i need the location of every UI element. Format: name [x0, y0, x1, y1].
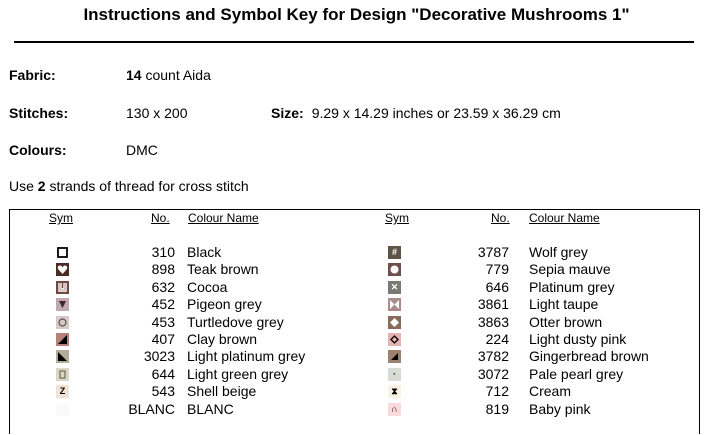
table-row	[10, 261, 699, 278]
colour-name: Turtledove grey	[187, 313, 284, 330]
colour-name: Gingerbread brown	[529, 348, 649, 365]
instruction-text: Use 2 strands of thread for cross stitch	[9, 178, 249, 194]
colour-name: Sepia mauve	[529, 261, 611, 278]
header-name: Colour Name	[188, 211, 259, 225]
table-row	[10, 296, 699, 313]
colour-name: Light platinum grey	[187, 348, 306, 365]
symbol-key-table	[9, 209, 700, 434]
fabric-line	[9, 67, 211, 83]
colour-name: Cocoa	[187, 278, 228, 295]
header-sym: Sym	[385, 211, 409, 225]
colour-number: 452	[151, 296, 175, 313]
colour-name: BLANC	[187, 400, 234, 417]
colour-number: 3861	[477, 296, 509, 313]
colour-name: Light dusty pink	[529, 331, 627, 347]
bowtie-icon	[388, 298, 401, 311]
table-row	[10, 244, 699, 261]
colour-number: 3787	[477, 244, 509, 260]
colours-value: DMC	[126, 142, 158, 158]
title-rule	[14, 41, 694, 43]
colour-name: Otter brown	[529, 313, 603, 330]
colours-label: Colours:	[9, 142, 67, 158]
colour-number: 3072	[477, 365, 509, 382]
colour-number: 3782	[477, 348, 509, 365]
x-icon: ✕	[388, 281, 401, 294]
colour-number: BLANC	[128, 400, 175, 417]
colour-number: 712	[485, 383, 509, 400]
colour-name: Light taupe	[529, 296, 599, 313]
header-sym: Sym	[49, 211, 73, 225]
colour-number: 224	[485, 331, 509, 347]
table-row	[10, 383, 699, 400]
colour-number: 646	[485, 278, 509, 295]
colour-number: 779	[485, 261, 509, 278]
diamond-filled-icon	[388, 316, 401, 329]
colour-number: 543	[151, 383, 175, 400]
table-row	[10, 366, 699, 383]
colour-number: 3023	[143, 348, 175, 365]
size-label: Size:	[271, 105, 304, 121]
page-title: Instructions and Symbol Key for Design "Decorative Mushrooms 1"	[83, 5, 630, 24]
table-row	[10, 331, 699, 348]
colour-name: Black	[187, 244, 222, 260]
colour-number: 819	[485, 400, 509, 417]
fabric-count: 14	[126, 67, 142, 83]
table-row	[10, 401, 699, 418]
stitches-label: Stitches:	[9, 105, 69, 121]
colour-number: 632	[151, 278, 175, 295]
header-name: Colour Name	[529, 211, 600, 225]
colour-name: Teak brown	[187, 261, 259, 278]
stitches-value: 130 x 200	[126, 105, 188, 121]
colour-name: Pigeon grey	[187, 296, 262, 313]
header-no: No.	[491, 211, 510, 225]
colour-number: 310	[151, 244, 175, 260]
table-row	[10, 348, 699, 365]
diamond-outline-icon	[388, 333, 401, 346]
colour-number: 3863	[477, 313, 509, 330]
colour-name: Wolf grey	[529, 244, 588, 260]
fabric-label: Fabric:	[9, 67, 56, 83]
table-row	[10, 314, 699, 331]
colour-number: 453	[151, 313, 175, 330]
colours-line	[9, 142, 158, 158]
header-no: No.	[151, 211, 170, 225]
colour-name: Cream	[529, 383, 572, 400]
colour-name: Pale pearl grey	[529, 365, 624, 382]
circle-filled-icon	[388, 263, 401, 276]
dot-icon: ·	[388, 368, 401, 381]
colour-number: 407	[151, 331, 175, 347]
size-line	[271, 105, 561, 121]
colour-name: Platinum grey	[529, 278, 615, 295]
colour-name: Clay brown	[187, 331, 258, 347]
arch-icon: ∩	[388, 403, 401, 416]
z-letter-icon: Z	[56, 385, 69, 398]
hash-icon: #	[388, 246, 401, 259]
colour-name: Light green grey	[187, 365, 289, 382]
fabric-value: count Aida	[145, 67, 211, 83]
stitches-line	[9, 105, 188, 121]
colour-name: Baby pink	[529, 400, 591, 417]
hourglass-icon: ⧗	[388, 385, 401, 398]
table-row	[10, 279, 699, 296]
colour-number: 644	[151, 365, 175, 382]
colour-name: Shell beige	[187, 383, 257, 400]
strand-count: 2	[37, 178, 46, 194]
size-value: 9.29 x 14.29 inches or 23.59 x 36.29 cm	[311, 105, 561, 121]
wedge-icon	[388, 350, 401, 363]
colour-number: 898	[151, 261, 175, 278]
